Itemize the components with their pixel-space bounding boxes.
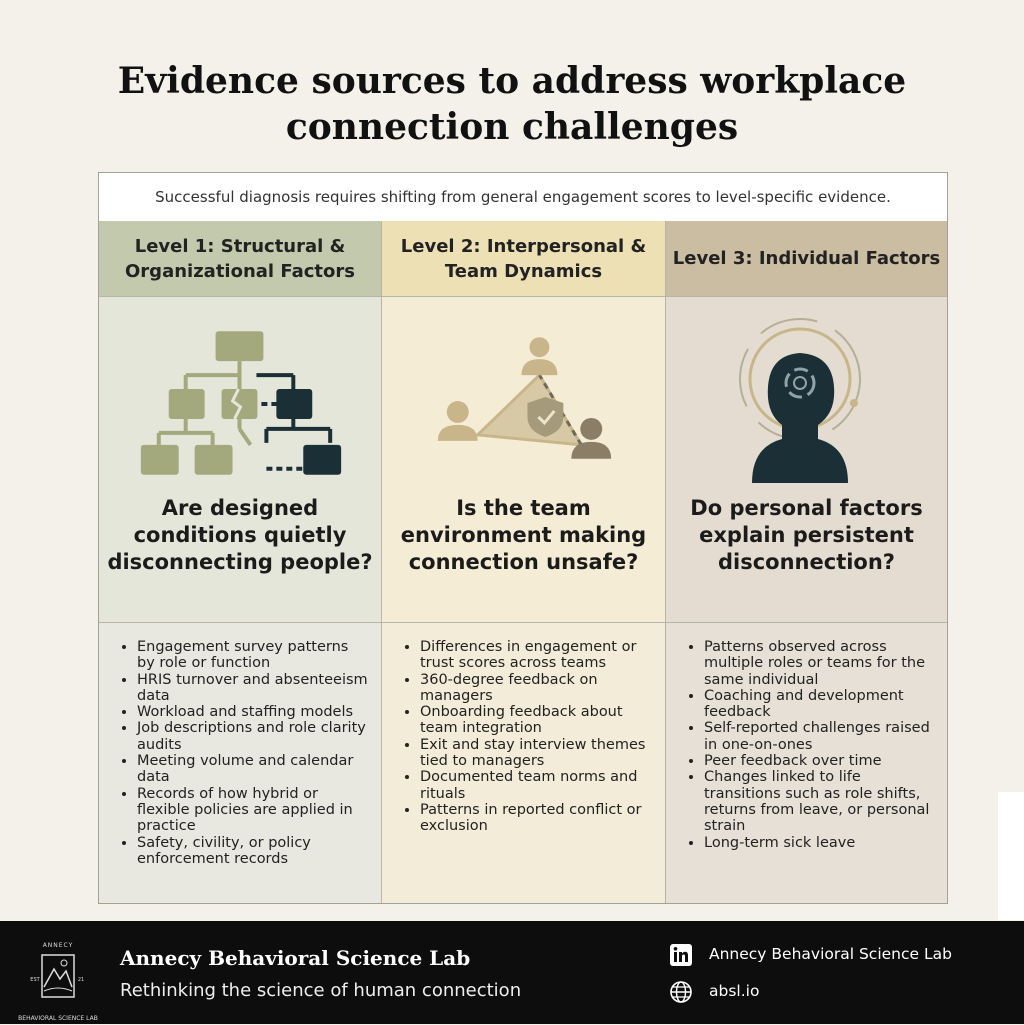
- level-2-evidence: [382, 623, 665, 903]
- list-item: • Patterns observed across multiple roles or teams for the same individual: [704, 639, 935, 688]
- list-item: • 360-degree feedback on managers: [420, 672, 653, 705]
- list-item: • Coaching and development feedback: [704, 688, 935, 721]
- lab-logo-icon: [8, 939, 108, 1025]
- linkedin-icon[interactable]: [669, 943, 693, 967]
- list-item: • Meeting volume and calendar data: [137, 753, 369, 786]
- svg-text:BEHAVIORAL SCIENCE LAB: BEHAVIORAL SCIENCE LAB: [18, 1015, 98, 1022]
- linkedin-link[interactable]: Annecy Behavioral Science Lab: [709, 945, 952, 963]
- table-subtitle: Successful diagnosis requires shifting from general engagement scores to level-specific evidence.: [99, 173, 947, 221]
- svg-text:EST: EST: [30, 977, 40, 983]
- level-2-evidence-list: [382, 623, 665, 835]
- decorative-strip: [998, 792, 1024, 920]
- list-item: • Workload and staffing models: [137, 704, 369, 720]
- list-item: • Engagement survey patterns by role or function: [137, 639, 369, 672]
- level-2-heading: Level 2: Interpersonal & Team Dynamics: [382, 221, 665, 297]
- level-1-evidence: [99, 623, 381, 903]
- team-triangle-shield-icon: [382, 317, 665, 487]
- list-item: • Differences in engagement or trust scores across teams: [420, 639, 653, 672]
- evidence-table: [98, 172, 948, 904]
- globe-icon[interactable]: [669, 980, 693, 1004]
- level-3-evidence-list: [666, 623, 947, 851]
- level-1-question: Are designed conditions quietly disconnecting people?: [107, 496, 373, 574]
- level-1-evidence-list: [99, 623, 381, 867]
- org-chart-icon: [99, 317, 381, 487]
- level-1-heading: Level 1: Structural & Organizational Factors: [99, 221, 381, 297]
- svg-text:ANNECY: ANNECY: [42, 942, 74, 949]
- list-item: • Job descriptions and role clarity audits: [137, 720, 369, 753]
- level-1-column: [99, 221, 382, 903]
- list-item: • Exit and stay interview themes tied to managers: [420, 737, 653, 770]
- level-3-question-panel: [666, 297, 947, 623]
- page-title: Evidence sources to address workplace connection challenges: [117, 60, 907, 148]
- list-item: • Changes linked to life transitions such as role shifts, returns from leave, or personal strain: [704, 769, 935, 834]
- level-2-question-panel: [382, 297, 665, 623]
- level-3-heading: Level 3: Individual Factors: [666, 221, 947, 297]
- list-item: • Peer feedback over time: [704, 753, 935, 769]
- list-item: • Safety, civility, or policy enforcement records: [137, 835, 369, 868]
- lab-tagline: Rethinking the science of human connection: [120, 980, 522, 1001]
- level-1-question-panel: [99, 297, 381, 623]
- level-3-evidence: [666, 623, 947, 903]
- website-link[interactable]: absl.io: [709, 982, 760, 1000]
- list-item: • Self-reported challenges raised in one-on-ones: [704, 720, 935, 753]
- list-item: • Documented team norms and rituals: [420, 769, 653, 802]
- list-item: • HRIS turnover and absenteeism data: [137, 672, 369, 705]
- svg-text:21: 21: [77, 977, 85, 983]
- list-item: • Records of how hybrid or flexible policies are applied in practice: [137, 786, 369, 835]
- footer: [0, 921, 1024, 1024]
- level-2-question: Is the team environment making connection unsafe?: [400, 496, 647, 574]
- lab-name: Annecy Behavioral Science Lab: [120, 946, 471, 970]
- level-3-column: [666, 221, 947, 903]
- head-silhouette-icon: [666, 317, 947, 487]
- level-2-column: [382, 221, 666, 903]
- list-item: • Long-term sick leave: [704, 835, 935, 851]
- list-item: • Patterns in reported conflict or exclusion: [420, 802, 653, 835]
- list-item: • Onboarding feedback about team integration: [420, 704, 653, 737]
- level-3-question: Do personal factors explain persistent disconnection?: [690, 496, 923, 574]
